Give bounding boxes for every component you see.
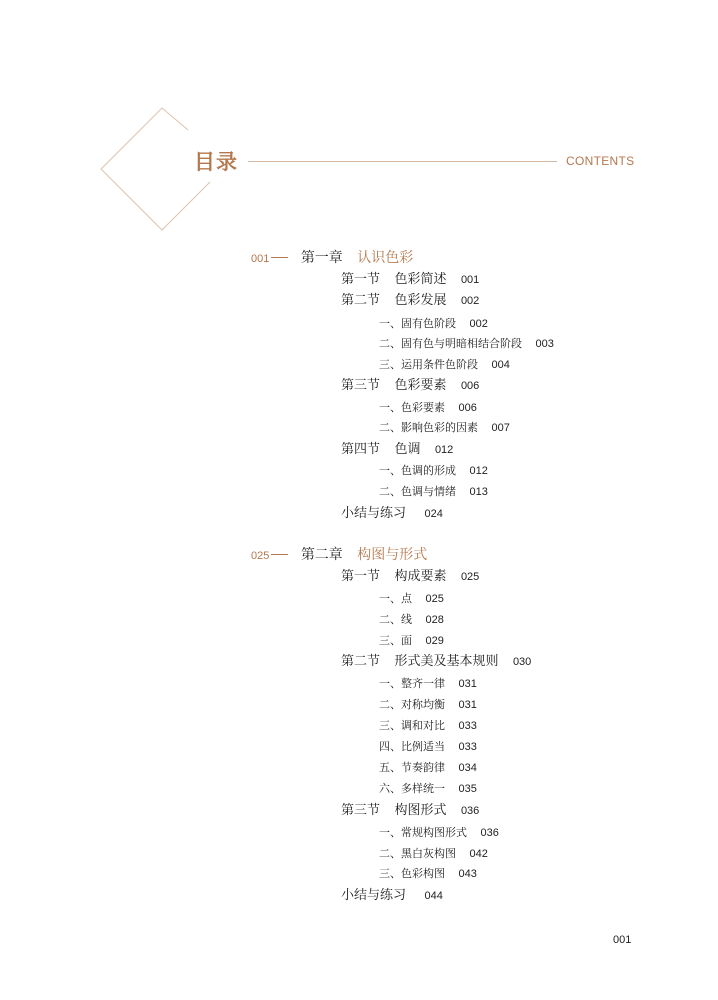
subsection-title: 一、色调的形成 — [379, 465, 456, 477]
subsection-page: 029 — [425, 635, 444, 647]
section-label: 第二节 — [341, 653, 381, 668]
toc-section[interactable] — [341, 653, 531, 669]
section-label: 第三节 — [341, 377, 381, 392]
subsection-page: 028 — [425, 614, 444, 626]
chapter-dash — [271, 554, 288, 555]
section-page: 025 — [460, 571, 480, 583]
toc-subsection[interactable] — [379, 675, 477, 691]
subsection-page: 034 — [458, 762, 477, 774]
toc-summary[interactable] — [341, 505, 443, 521]
section-page: 002 — [460, 295, 480, 307]
chapter-label: 第一章 — [300, 249, 343, 265]
summary-title: 小结与练习 — [341, 887, 407, 902]
toc-chapter-1[interactable] — [251, 250, 413, 266]
subsection-page: 036 — [480, 827, 499, 839]
subsection-page: 042 — [469, 848, 488, 860]
toc-subsection[interactable] — [379, 780, 477, 796]
chapter-title: 构图与形式 — [357, 546, 428, 562]
subsection-title: 三、色彩构图 — [379, 868, 445, 880]
section-page: 001 — [460, 274, 480, 286]
subsection-title: 二、色调与情绪 — [379, 486, 456, 498]
subsection-page: 002 — [469, 318, 488, 330]
toc-subsection[interactable] — [379, 824, 499, 840]
section-title: 构成要素 — [394, 568, 447, 583]
page-title: 目录 — [194, 151, 238, 174]
section-label: 第三节 — [341, 802, 381, 817]
subsection-page: 013 — [469, 486, 488, 498]
toc-section[interactable] — [341, 292, 479, 308]
toc-subsection[interactable] — [379, 611, 444, 627]
toc-section[interactable] — [341, 441, 453, 457]
section-title: 形式美及基本规则 — [394, 653, 499, 668]
subsection-title: 三、调和对比 — [379, 720, 445, 732]
subsection-page: 033 — [458, 720, 477, 732]
chapter-title: 认识色彩 — [357, 249, 414, 265]
subsection-title: 一、点 — [379, 593, 412, 605]
toc-subsection[interactable] — [379, 590, 444, 606]
summary-page: 044 — [424, 890, 443, 902]
footer-page-number: 001 — [613, 934, 632, 946]
subsection-page: 003 — [535, 338, 554, 350]
subsection-page: 012 — [469, 465, 488, 477]
section-label: 第一节 — [341, 568, 381, 583]
subsection-title: 三、面 — [379, 635, 412, 647]
subsection-title: 二、线 — [379, 614, 412, 626]
toc-section[interactable] — [341, 271, 479, 287]
subsection-page: 006 — [458, 402, 477, 414]
subsection-page: 031 — [458, 678, 477, 690]
page-subtitle: CONTENTS — [566, 154, 635, 168]
toc-chapter-2[interactable] — [251, 547, 427, 563]
section-page: 012 — [434, 444, 454, 456]
subsection-title: 二、对称均衡 — [379, 699, 445, 711]
summary-page: 024 — [424, 508, 443, 520]
subsection-page: 004 — [491, 359, 510, 371]
toc-section[interactable] — [341, 802, 479, 818]
summary-title: 小结与练习 — [341, 505, 407, 520]
subsection-title: 六、多样统一 — [379, 783, 445, 795]
toc-subsection[interactable] — [379, 632, 444, 648]
toc-subsection[interactable] — [379, 738, 477, 754]
toc-subsection[interactable] — [379, 865, 477, 881]
subsection-title: 一、固有色阶段 — [379, 318, 456, 330]
section-label: 第四节 — [341, 441, 381, 456]
toc-subsection[interactable] — [379, 483, 488, 499]
toc-subsection[interactable] — [379, 845, 488, 861]
section-label: 第一节 — [341, 271, 381, 286]
subsection-page: 025 — [425, 593, 444, 605]
section-page: 030 — [512, 656, 532, 668]
section-title: 色彩要素 — [394, 377, 447, 392]
subsection-page: 033 — [458, 741, 477, 753]
toc-subsection[interactable] — [379, 759, 477, 775]
toc-subsection[interactable] — [379, 315, 488, 331]
toc-subsection[interactable] — [379, 335, 554, 351]
chapter-label: 第二章 — [300, 546, 343, 562]
subsection-page: 043 — [458, 868, 477, 880]
section-page: 006 — [460, 380, 480, 392]
toc-subsection[interactable] — [379, 356, 510, 372]
toc-subsection[interactable] — [379, 419, 510, 435]
chapter-page-number: 025 — [251, 550, 270, 562]
subsection-title: 五、节奏韵律 — [379, 762, 445, 774]
toc-summary[interactable] — [341, 887, 443, 903]
subsection-title: 一、常规构图形式 — [379, 827, 467, 839]
chapter-dash — [271, 257, 288, 258]
section-title: 色彩发展 — [394, 292, 447, 307]
toc-subsection[interactable] — [379, 696, 477, 712]
subsection-title: 二、影响色彩的因素 — [379, 422, 478, 434]
toc-subsection[interactable] — [379, 462, 488, 478]
section-page: 036 — [460, 805, 480, 817]
toc-section[interactable] — [341, 568, 479, 584]
subsection-title: 一、色彩要素 — [379, 402, 445, 414]
toc-section[interactable] — [341, 377, 479, 393]
subsection-page: 031 — [458, 699, 477, 711]
subsection-title: 二、固有色与明暗相结合阶段 — [379, 338, 522, 350]
subsection-page: 035 — [458, 783, 477, 795]
subsection-title: 三、运用条件色阶段 — [379, 359, 478, 371]
section-title: 构图形式 — [394, 802, 447, 817]
section-title: 色彩简述 — [394, 271, 447, 286]
subsection-title: 二、黑白灰构图 — [379, 848, 456, 860]
subsection-page: 007 — [491, 422, 510, 434]
subsection-title: 一、整齐一律 — [379, 678, 445, 690]
subsection-title: 四、比例适当 — [379, 741, 445, 753]
toc-subsection[interactable] — [379, 399, 477, 415]
section-label: 第二节 — [341, 292, 381, 307]
toc-subsection[interactable] — [379, 717, 477, 733]
section-title: 色调 — [394, 441, 421, 456]
chapter-page-number: 001 — [251, 253, 270, 265]
